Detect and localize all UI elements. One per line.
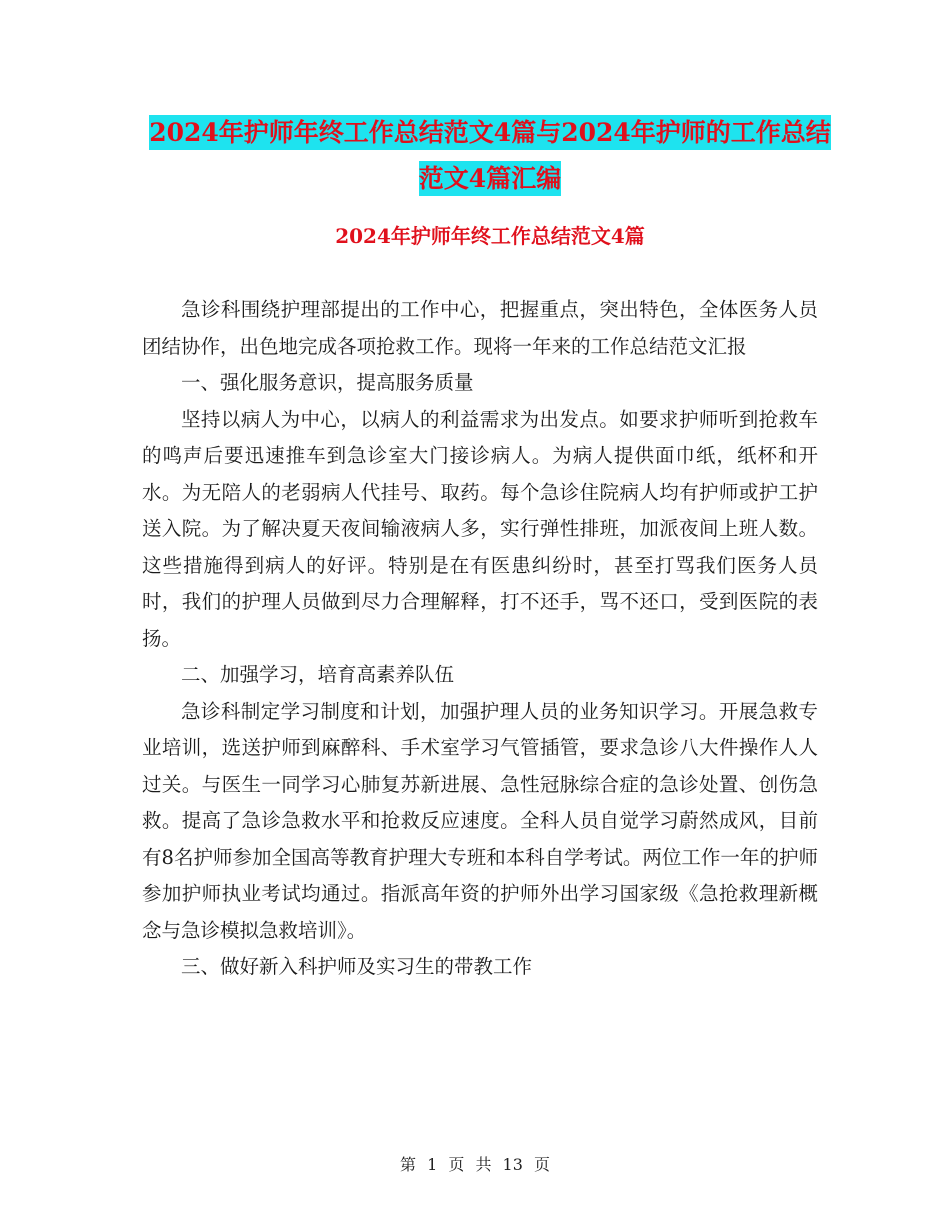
heading-section-3: 三、做好新入科护师及实习生的带教工作 bbox=[181, 955, 533, 978]
document-body bbox=[142, 292, 818, 986]
paragraph-intro: 急诊科围绕护理部提出的工作中心，把握重点，突出特色，全体医务人员团结协作，出色地完成各项抢救工作。现将一年来的工作总结范文汇报 bbox=[142, 298, 818, 358]
page-footer: 第 1 页 共 13 页 bbox=[400, 1155, 550, 1174]
paragraph-section-1: 坚持以病人为中心，以病人的利益需求为出发点。如要求护师听到抢救车的鸣声后要迅速推车到急诊室大门接诊病人。为病人提供面巾纸，纸杯和开水。为无陪人的老弱病人代挂号、取药。每个急诊住院病人均有护师或护工护送入院。为了解决夏天夜间输液病人多，实行弹性排班，加派夜间上班人数。这些措施得到病人的好评。特别是在有医患纠纷时，甚至打骂我们医务人员时，我们的护理人员做到尽力合理解释，打不还手，骂不还口，受到医院的表扬。 bbox=[142, 407, 818, 650]
heading-section-1: 一、强化服务意识，提高服务质量 bbox=[181, 371, 474, 394]
document-title-text: 2024年护师年终工作总结范文4篇与2024年护师的工作总结范文4篇汇编 bbox=[149, 115, 831, 196]
section-title: 2024年护师年终工作总结范文4篇 bbox=[335, 224, 645, 248]
paragraph-section-2: 急诊科制定学习制度和计划，加强护理人员的业务知识学习。开展急救专业培训，选送护师到麻醉科、手术室学习气管插管，要求急诊八大件操作人人过关。与医生一同学习心肺复苏新进展、急性冠脉综合症的急诊处置、创伤急救。提高了急诊急救水平和抢救反应速度。全科人员自觉学习蔚然成风，目前有8名护师参加全国高等教育护理大专班和本科自学考试。两位工作一年的护师参加护师执业考试均通过。指派高年资的护师外出学习国家级《急抢救理新概念与急诊模拟急救培训》。 bbox=[142, 699, 818, 942]
document-title bbox=[140, 110, 840, 202]
heading-section-2: 二、加强学习，培育高素养队伍 bbox=[181, 663, 455, 686]
